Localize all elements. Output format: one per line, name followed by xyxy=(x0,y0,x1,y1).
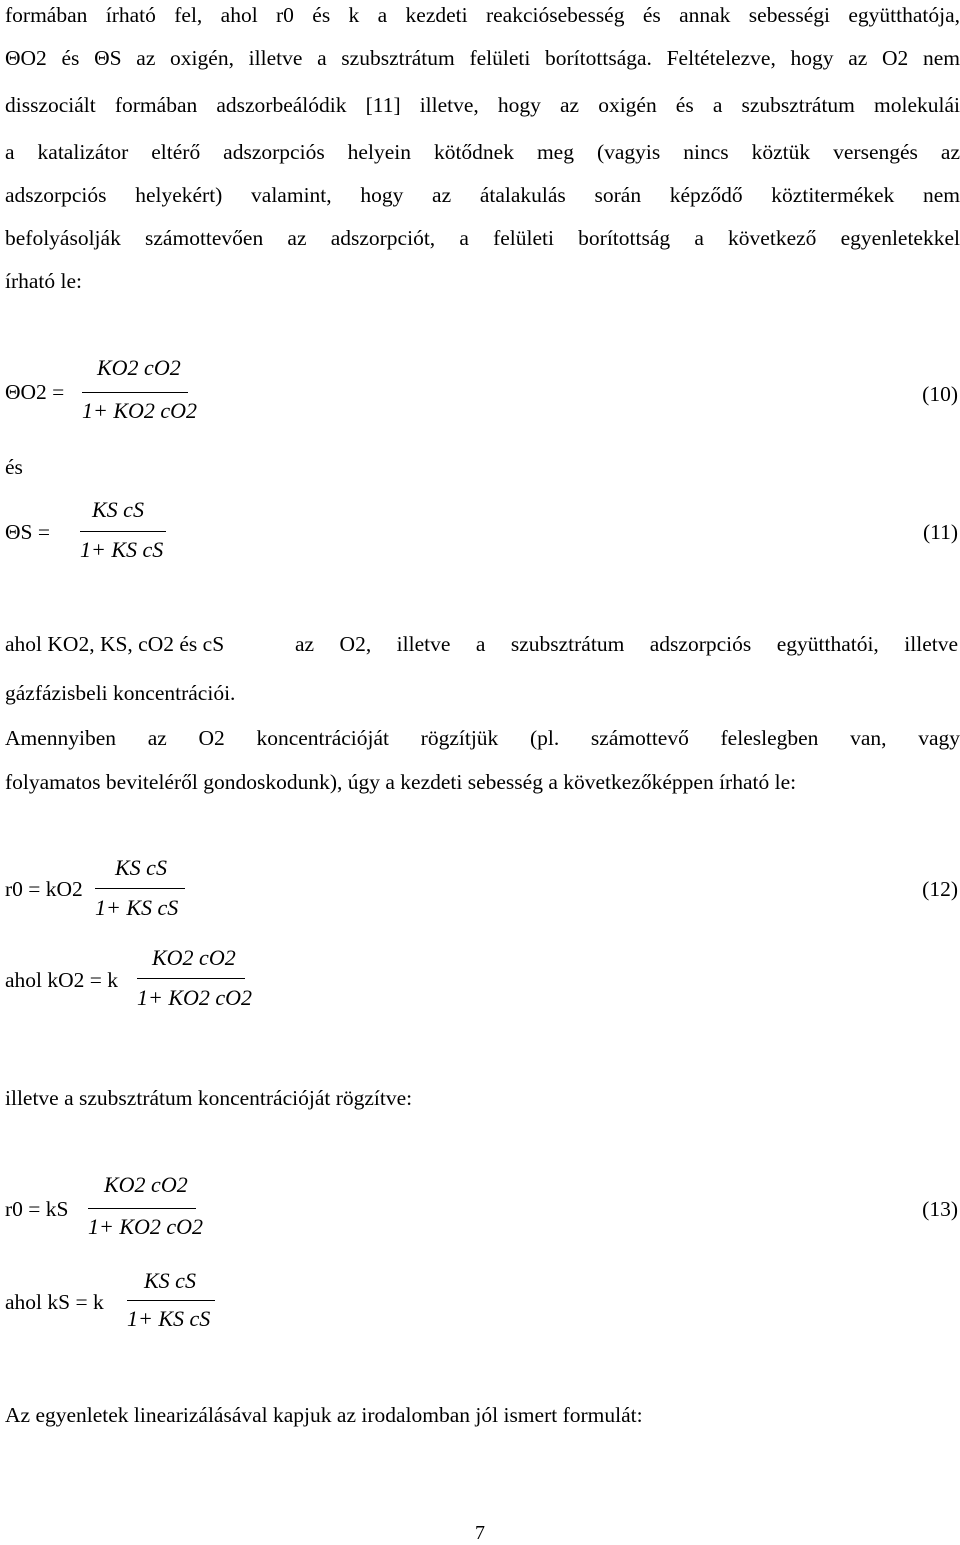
eq12b-fraction-bar xyxy=(137,978,245,979)
para2-line-1: Amennyiben az O2 koncentrációját rögzítjük (pl. számottevő feleslegben van, vagy xyxy=(5,726,960,750)
ahol-description: az O2, illetve a szubsztrátum adszorpciós együtthatói, illetve xyxy=(295,632,958,656)
eq12-numerator: KS cS xyxy=(115,855,167,880)
para2-line-2: folyamatos beviteléről gondoskodunk), úgy a kezdeti sebesség a következőképpen írható le: xyxy=(5,770,797,794)
para1-line-7: írható le: xyxy=(5,269,83,293)
para1-line-4: a katalizátor eltérő adszorpciós helyein kötődnek meg (vagyis nincs köztük versengés az xyxy=(5,140,960,164)
para1-line-5: adszorpciós helyekért) valamint, hogy az átalakulás során képződő köztitermékek nem xyxy=(5,183,960,207)
page-number: 7 xyxy=(475,1522,485,1544)
eq10-denominator: 1+ KO2 cO2 xyxy=(82,398,198,423)
eq13b-numerator: KS cS xyxy=(144,1268,196,1293)
para1-line-2: ΘO2 és ΘS az oxigén, illetve a szubsztrátum felületi borítottsága. Feltételezve, hogy az O2 nem xyxy=(5,46,960,70)
eq13-denominator: 1+ KO2 cO2 xyxy=(88,1214,204,1239)
eq11-lhs: ΘS = xyxy=(5,520,50,544)
para1-line-6: befolyásolják számottevően az adszorpciót, a felületi borítottság a következő egyenletekkel xyxy=(5,226,960,250)
eq10-numerator: KO2 cO2 xyxy=(97,355,181,380)
eq13b-lhs: ahol kS = k xyxy=(5,1290,104,1314)
eq11-denominator: 1+ KS cS xyxy=(80,537,164,562)
eq13-numerator: KO2 cO2 xyxy=(104,1172,188,1197)
ahol-variables: ahol KO2, KS, cO2 és cS xyxy=(5,632,225,656)
eq12b-denominator: 1+ KO2 cO2 xyxy=(137,985,253,1010)
eq13b-fraction-bar xyxy=(127,1300,215,1301)
eq13-fraction-bar xyxy=(88,1208,196,1209)
eq13-number: (13) xyxy=(922,1197,958,1221)
eq13b-denominator: 1+ KS cS xyxy=(127,1306,211,1331)
para1-line-1: formában írható fel, ahol r0 és k a kezdeti reakciósebesség és annak sebességi együtthatója, xyxy=(5,3,960,27)
para1-line-3: disszociált formában adszorbeálódik [11] illetve, hogy az oxigén és a szubsztrátum molekulái xyxy=(5,93,960,117)
eq11-numerator: KS cS xyxy=(92,497,144,522)
eq10-lhs: ΘO2 = xyxy=(5,380,65,404)
eq12-number: (12) xyxy=(922,877,958,901)
ahol-continuation: gázfázisbeli koncentrációi. xyxy=(5,681,236,705)
eq12b-lhs: ahol kO2 = k xyxy=(5,968,119,992)
eq13-lhs: r0 = kS xyxy=(5,1197,69,1221)
eq12-denominator: 1+ KS cS xyxy=(95,895,179,920)
eq12b-numerator: KO2 cO2 xyxy=(152,945,236,970)
closing-line: Az egyenletek linearizálásával kapjuk az irodalomban jól ismert formulát: xyxy=(5,1403,643,1427)
eq11-fraction-bar xyxy=(80,531,166,532)
eq10-fraction-bar xyxy=(82,392,188,393)
es-label: és xyxy=(5,455,23,479)
eq10-number: (10) xyxy=(922,382,958,406)
eq12-fraction-bar xyxy=(95,888,185,889)
eq12-lhs: r0 = kO2 xyxy=(5,877,83,901)
illetve-line: illetve a szubsztrátum koncentrációját rögzítve: xyxy=(5,1086,413,1110)
eq11-number: (11) xyxy=(922,520,958,544)
